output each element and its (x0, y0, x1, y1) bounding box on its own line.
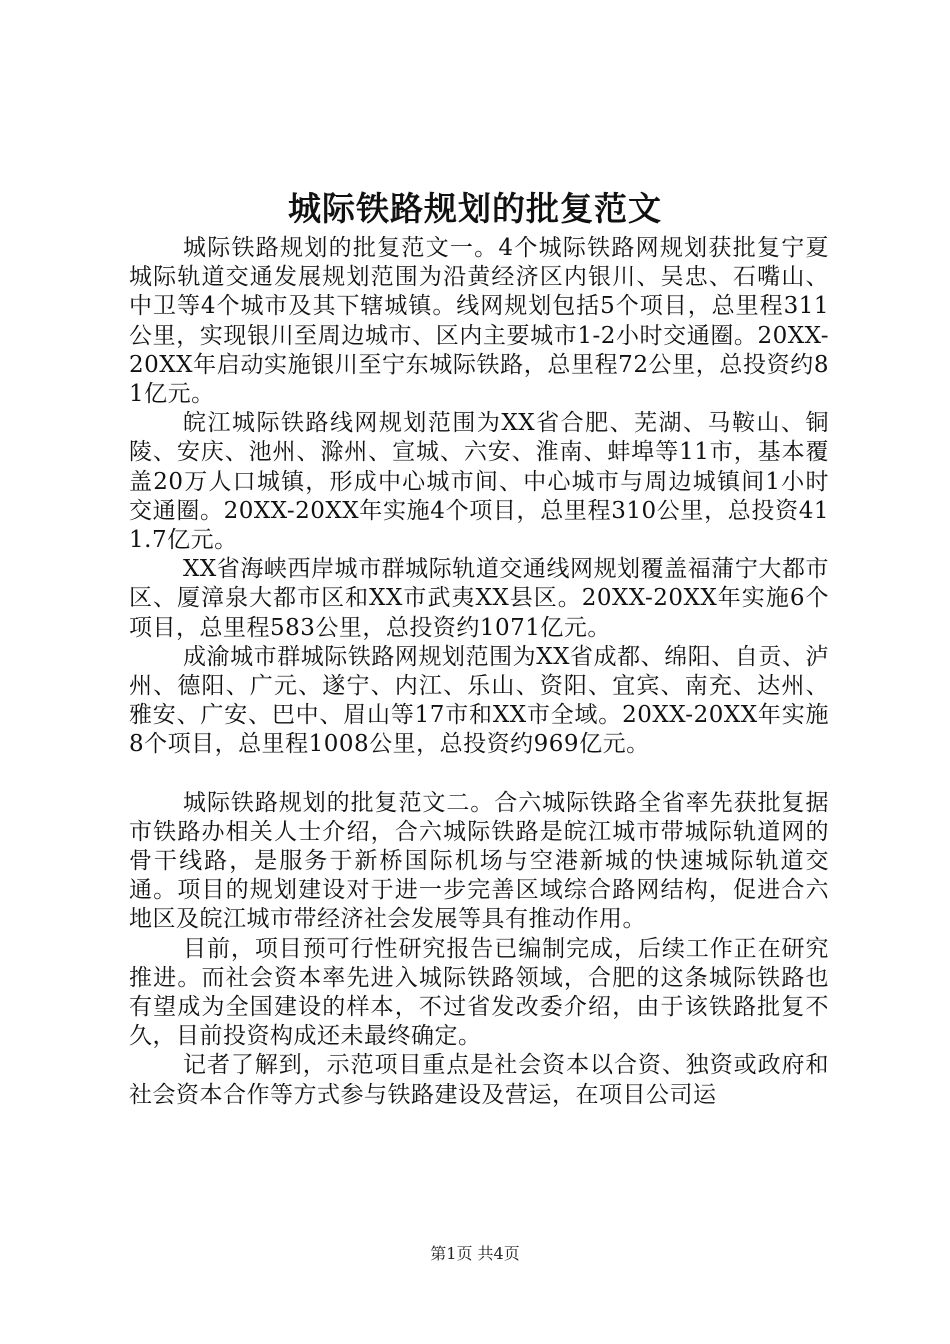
document-title: 城际铁路规划的批复范文 (288, 189, 662, 228)
paragraph-4: 成渝城市群城际铁路网规划范围为XX省成都、绵阳、自贡、泸州、德阳、广元、遂宁、内江、乐山、资阳、宜宾、南充、达州、雅安、广安、巴中、眉山等17市和XX市全域。20XX-20XX年实施8个项目，总里程1008公里，总投资约969亿元。 (129, 643, 829, 758)
paragraph-6: 目前，项目预可行性研究报告已编制完成，后续工作正在研究推进。而社会资本率先进入城际铁路领域，合肥的这条城际铁路也有望成为全国建设的样本，不过省发改委介绍，由于该铁路批复不久，目前投资构成还未最终确定。 (129, 935, 829, 1050)
paragraph-2: 皖江城际铁路线网规划范围为XX省合肥、芜湖、马鞍山、铜陵、安庆、池州、滁州、宣城、六安、淮南、蚌埠等11市，基本覆盖20万人口城镇，形成中心城市间、中心城市与周边城镇间1小时交通圈。20XX-20XX年实施4个项目，总里程310公里，总投资411.7亿元。 (129, 410, 829, 554)
paragraph-7: 记者了解到，示范项目重点是社会资本以合资、独资或政府和社会资本合作等方式参与铁路建设及营运，在项目公司运 (129, 1052, 829, 1108)
paragraph-5: 城际铁路规划的批复范文二。合六城际铁路全省率先获批复据市铁路办相关人士介绍，合六城际铁路是皖江城市带城际轨道网的骨干线路，是服务于新桥国际机场与空港新城的快速城际轨道交通。项目的规划建设对于进一步完善区域综合路网结构，促进合六地区及皖江城市带经济社会发展等具有推动作用。 (129, 789, 829, 933)
paragraph-1: 城际铁路规划的批复范文一。4个城际铁路网规划获批复宁夏城际轨道交通发展规划范围为沿黄经济区内银川、吴忠、石嘴山、中卫等4个城市及其下辖城镇。线网规划包括5个项目，总里程311公里，实现银川至周边城市、区内主要城市1-2小时交通圈。20XX-20XX年启动实施银川至宁东城际铁路，总里程72公里，总投资约81亿元。 (129, 235, 829, 408)
page-footer: 第1页 共4页 (430, 1244, 520, 1263)
document-body (129, 234, 829, 1110)
paragraph-3: XX省海峡西岸城市群城际轨道交通线网规划覆盖福蒲宁大都市区、厦漳泉大都市区和XX市武夷XX县区。20XX-20XX年实施6个项目，总里程583公里，总投资约1071亿元。 (129, 556, 829, 641)
